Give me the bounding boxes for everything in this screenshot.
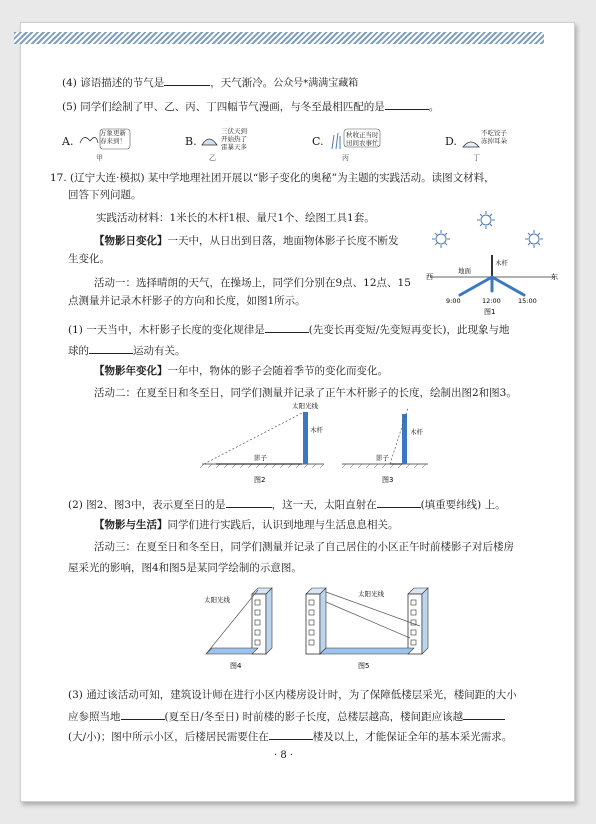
sub2-answer-blank-1[interactable]	[226, 496, 272, 508]
fig4-caption: 图4	[230, 662, 242, 670]
shadow-area	[320, 648, 414, 654]
sub3-text: 应参照当地	[68, 711, 121, 723]
ground-hatch	[200, 464, 324, 468]
sub2-text-3: (填重要纬线) 上。	[420, 499, 506, 511]
watermark-text: 公众号*满满宝藏箱	[273, 78, 359, 89]
header-stripe	[14, 32, 544, 44]
fig1-east-label: 东	[551, 273, 558, 281]
building-side	[266, 588, 272, 654]
fig2-caption: 图2	[254, 476, 266, 484]
life-line	[94, 518, 399, 532]
activity3-line1: 活动三：在夏至日和冬至日，同学们测量并记录了自己居住的小区正午时前楼影子对后楼房	[94, 541, 514, 553]
sub1-text-3: 球的	[68, 345, 89, 357]
fig2-sunlight-label: 太阳光线	[292, 402, 318, 410]
fig5-caption: 图5	[358, 662, 370, 670]
fig2-shadow-label: 影子	[254, 454, 267, 462]
fig1-time-15: 15:00	[518, 297, 537, 305]
q4-line	[62, 74, 358, 91]
sub1-text-4: 运动有关。	[133, 345, 186, 357]
activity1-line1: 活动一：选择晴朗的天气，在操场上，同学们分别在9点、12点、15	[94, 277, 411, 289]
figure-5	[300, 578, 440, 672]
option-c-caption: 丙	[342, 154, 349, 162]
fig1-ground-label: 地面	[458, 267, 471, 275]
cloud-icon	[202, 139, 217, 145]
fig1-time-12: 12:00	[482, 297, 501, 305]
q5-answer-blank[interactable]	[385, 98, 429, 110]
sub1-text: (1) 一天当中，木杆影子长度的变化规律是	[68, 324, 265, 336]
day-change-text-2: 生变化。	[68, 253, 110, 265]
life-title: 【物影与生活】	[94, 519, 168, 531]
activity1-line2: 点测量并记录木杆影子的方向和长度，如图1所示。	[68, 295, 306, 307]
materials-text: 实践活动材料：1米长的木杆1根、量尺1个、绘图工具1套。	[96, 212, 375, 224]
option-b[interactable]	[185, 127, 285, 161]
option-d[interactable]	[445, 127, 545, 161]
option-a-letter: A.	[62, 135, 74, 148]
sub3-text-3: (大/小)；图中所示小区，后楼居民需要住在	[68, 731, 269, 743]
fig4-sunlight-label: 太阳光线	[204, 596, 230, 604]
sub2-answer-blank-2[interactable]	[377, 496, 421, 508]
fig3-shadow-label: 影子	[376, 454, 389, 462]
sun-icon-2	[432, 230, 450, 248]
sprout-icon	[80, 137, 98, 143]
figure-4	[198, 580, 290, 672]
life-text: 同学们进行实践后，认识到地理与生活息息相关。	[167, 519, 399, 531]
q4-text: (4) 谚语描述的节气是	[62, 77, 165, 89]
year-change-line	[94, 364, 388, 378]
sub3-line1: (3) 通过该活动可知，建筑设计师在进行小区内楼房设计时，为了保障低楼层采光，楼间距的大小	[68, 689, 517, 701]
shadow-9am	[460, 277, 492, 295]
day-change-text: 一天中，从日出到日落，地面物体影子长度不断发	[167, 235, 399, 247]
pole-mark	[402, 414, 407, 464]
activity3-line2: 屋采光的影响，图4和图5是某同学绘制的示意图。	[68, 562, 302, 574]
year-change-title: 【物影年变化】	[94, 365, 168, 377]
day-change-line	[94, 234, 399, 248]
q5-line	[62, 98, 439, 114]
sun-icon-1	[477, 211, 495, 229]
pole-mark	[303, 412, 308, 464]
option-c-letter: C.	[312, 135, 324, 148]
fig1-time-9: 9:00	[446, 297, 461, 305]
sub2-text-2: ，这一天，太阳直射在	[271, 499, 377, 511]
option-a[interactable]	[62, 127, 162, 161]
option-c-text: 秋收正当时 田间农事忙	[346, 131, 379, 147]
sub3-text-2: (夏至日/冬至日) 时前楼的影子长度，总楼层越高，楼间距应该越	[164, 711, 464, 723]
option-b-caption: 乙	[209, 154, 216, 162]
activity2-text: 活动二：在夏至日和冬至日，同学们测量并记录了正午木杆影子的长度，绘制出图2和图3。	[94, 387, 517, 399]
sub1-line1	[68, 321, 509, 337]
fig1-west-label: 西	[426, 273, 433, 281]
option-a-text: 万象更新 春来到！	[100, 129, 126, 145]
ground-hatch	[342, 464, 426, 468]
sub3-answer-blank-3[interactable]	[269, 728, 313, 740]
figure-3	[336, 398, 432, 486]
option-a-caption: 甲	[96, 154, 103, 162]
q17-stem-line1: 17. (辽宁大连·模拟) 某中学地理社团开展以“影子变化的奥秘”为主题的实践活动。读图文材料，	[50, 172, 495, 184]
sub1-answer-blank-1[interactable]	[265, 321, 309, 333]
figure-2	[196, 398, 328, 486]
q5-text-end: 。	[428, 101, 440, 113]
sub3-line2	[68, 708, 505, 724]
sub3-line3	[68, 728, 512, 744]
option-b-letter: B.	[185, 135, 197, 148]
sub1-line2	[68, 342, 186, 358]
sub1-text-2: (先变长再变短/先变短再变长)，此现象与地	[308, 324, 510, 336]
day-change-title: 【物影日变化】	[94, 235, 168, 247]
sub3-answer-blank-1[interactable]	[121, 708, 165, 720]
back-building-side	[422, 588, 428, 654]
wheat-icon	[332, 133, 340, 149]
q5-text: (5) 同学们绘制了甲、乙、丙、丁四幅节气漫画，与冬至最相匹配的是	[62, 101, 385, 113]
option-d-text: 不吃饺子 冻掉耳朵	[481, 129, 507, 145]
q4-answer-blank[interactable]	[164, 74, 210, 86]
fig1-caption: 图1	[484, 308, 496, 316]
dumpling-icon	[463, 142, 479, 147]
front-building-side	[320, 588, 326, 654]
sub3-answer-blank-2[interactable]	[463, 708, 505, 720]
fig3-pole-label: 木杆	[410, 428, 423, 436]
option-b-text: 三伏天到 开始热了 雷暴天多	[221, 127, 247, 151]
sub2-text: (2) 图2、图3中，表示夏至日的是	[68, 499, 226, 511]
q4-text-end: ，天气渐冷。	[210, 77, 274, 89]
sun-icon-3	[525, 230, 543, 248]
option-d-letter: D.	[445, 135, 457, 148]
fig2-pole-label: 木杆	[310, 426, 323, 434]
page-number: · 8 ·	[274, 750, 294, 761]
figure-1	[420, 205, 560, 317]
option-c[interactable]	[312, 127, 422, 161]
q17-stem-line2: 回答下列问题。	[68, 189, 142, 201]
shadow-area	[206, 648, 258, 654]
option-d-caption: 丁	[473, 154, 480, 162]
fig3-caption: 图3	[382, 476, 394, 484]
sub1-answer-blank-2[interactable]	[89, 342, 133, 354]
fig5-sunlight-label: 太阳光线	[358, 590, 384, 598]
sub2-line	[68, 496, 506, 512]
fig1-pole-label: 木杆	[495, 259, 508, 267]
shadow-3pm	[492, 277, 524, 295]
sub3-text-4: 楼及以上，才能保证全年的基本采光需求。	[312, 731, 513, 743]
year-change-text: 一年中，物体的影子会随着季节的变化而变化。	[167, 365, 388, 377]
